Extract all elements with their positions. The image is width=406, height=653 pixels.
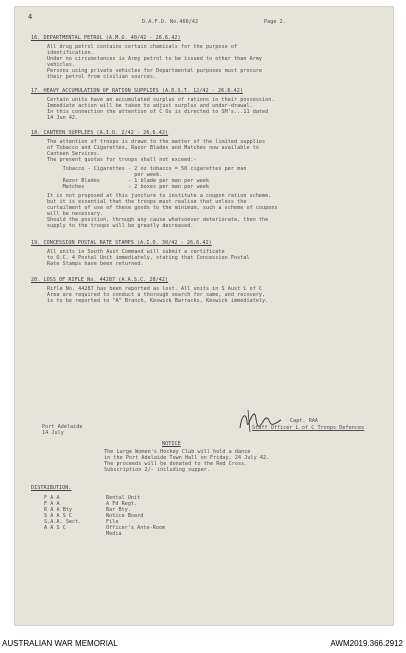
distribution-dest: File	[106, 519, 119, 525]
distribution-code: S A A S C	[44, 513, 73, 519]
distribution-dest: A Fd Regt.	[106, 501, 138, 507]
distribution-code: R A A Bty	[44, 507, 73, 513]
notice-line: Subscription 2/- including supper.	[104, 467, 210, 473]
section-line: curtailment of use of these goods to the minimum, such a scheme of coupons	[47, 205, 278, 211]
section-line: Tobacco - Cigarettes - 2 oz tobacco = 50 cigarettes per man	[47, 166, 247, 172]
section-heading: 16. DEPARTMENTAL PETROL (A.M.O. 40/42 - 26.6.42)	[31, 35, 181, 41]
distribution-code: A A S C	[44, 525, 66, 531]
archive-reference: AWM2019.366.2912	[330, 639, 403, 648]
section-heading: 18. CANTEEN SUPPLIES (A.I.O. 2/42 - 26.6.42)	[31, 130, 169, 136]
section-line: Area are required to conduct a thorough search for same, and recovery,	[47, 292, 266, 298]
distribution-dest: Officer's Ante-Room	[106, 525, 166, 531]
section-line: to O.C. 4 Postal Unit immediately, stating that Concession Postal	[47, 255, 250, 261]
section-line: The attention of troops is drawn to the matter of the limited supplies	[47, 139, 266, 145]
section-line: The present quotas for troops shall not exceed:-	[47, 157, 197, 163]
section-line: will be necessary.	[47, 211, 104, 217]
section-heading: 19. CONCESSION POSTAL RATE STAMPS (A.I.O. 30/42 - 26.6.42)	[31, 240, 212, 246]
signature-title: Staff Officer L of C Troops Defences	[252, 425, 365, 431]
section-line: Rifle No. 44287 has been reported as lost. All units in S Aust L of C	[47, 286, 263, 292]
section-line: Persons using private vehicles for Departmental purposes must procure	[47, 68, 263, 74]
section-line: All drug petrol contains certain chemicals for the purpose of	[47, 44, 238, 50]
signature-rank: Capt. RAA	[290, 418, 319, 424]
distribution-dest: Media	[106, 531, 122, 537]
section-heading: 17. HEAVY ACCUMULATION OF RATION SUPPLIES (A.D.S.T. 12/42 - 26.6.42)	[31, 88, 243, 94]
notice-heading: NOTICE	[162, 441, 181, 447]
section-line: their petrol from civilian sources.	[47, 74, 157, 80]
section-line: Immediate action will be taken to adjust surplus and under-drawal.	[47, 103, 253, 109]
section-line: identification.	[47, 50, 94, 56]
notice-line: The proceeds will be donated to the Red Cross.	[104, 461, 248, 467]
section-line: It is not proposed at this juncture to institute a coupon ration scheme,	[47, 193, 272, 199]
page-mark: 4	[28, 13, 33, 21]
distribution-dest: Notice Board	[106, 513, 144, 519]
distribution-code: S.A.A. Sect.	[44, 519, 82, 525]
section-line: Matches - 2 boxes per man per week	[47, 184, 210, 190]
page-number: Page 2.	[264, 19, 286, 25]
section-line: Canteen Services.	[47, 151, 100, 157]
distribution-code: F A A	[44, 495, 60, 501]
distribution-dest: Bar Bty.	[106, 507, 131, 513]
signature-date: 14 July	[42, 430, 64, 436]
archive-name: AUSTRALIAN WAR MEMORIAL	[2, 639, 118, 648]
section-line: per week.	[47, 172, 163, 178]
notice-line: The Large Women's Hockey Club will hold a dance	[104, 449, 251, 455]
signature-place: Port Adelaide	[42, 424, 83, 430]
archive-footer	[0, 634, 406, 653]
order-number: D.A.F.O. No.466/42	[142, 19, 199, 25]
section-line: vehicles.	[47, 62, 76, 68]
document-page	[14, 6, 394, 626]
section-line: In this connection the attention of C Os is directed to SM's...11 dated	[47, 109, 269, 115]
section-line: of Tobacco and Cigarettes, Razor Blades and Matches now available to	[47, 145, 259, 151]
section-line: Under no circumstances is Army petrol to be issued to other than Army	[47, 56, 263, 62]
section-line: All units in South Aust Command will submit a certificate	[47, 249, 225, 255]
distribution-dest: Rental Unit	[106, 495, 141, 501]
section-line: is to be reported to "A" Branch, Keswick Barracks, Keswick immediately.	[47, 298, 269, 304]
notice-line: in the Port Adelaide Town Hall on Friday, 24 July 42.	[104, 455, 270, 461]
section-line: Rate Stamps have been returned.	[47, 261, 144, 267]
section-line: 14 Jun 42.	[47, 115, 79, 121]
section-line: but it is essential that the troops must realise that unless the	[47, 199, 247, 205]
section-line: supply to the troops will be greatly decreased.	[47, 223, 194, 229]
section-line: Razor Blades - 1 blade per man per week	[47, 178, 210, 184]
section-line: Should the position, through any cause whatsoever deteriorate, then the	[47, 217, 269, 223]
distribution-code: F A A	[44, 501, 60, 507]
section-heading: 20. LOSS OF RIFLE No. 44287 (A.A.S.C. 20/42)	[31, 277, 169, 283]
distribution-heading: DISTRIBUTION.	[31, 485, 72, 491]
section-line: Certain units have an accumulated surplus of rations in their possession.	[47, 97, 275, 103]
